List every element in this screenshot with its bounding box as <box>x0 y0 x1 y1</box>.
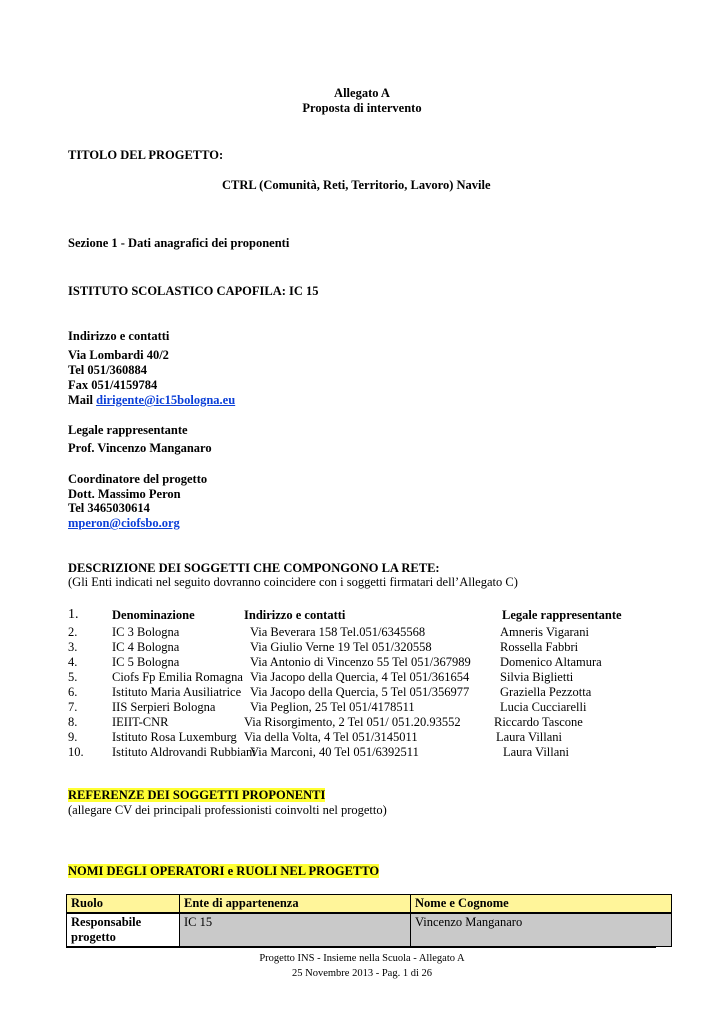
capofila-heading: ISTITUTO SCOLASTICO CAPOFILA: IC 15 <box>68 284 319 298</box>
row-address: Via Antonio di Vincenzo 55 Tel 051/367989 <box>250 655 471 669</box>
row-num: 3. <box>68 640 78 654</box>
row-legal: Domenico Altamura <box>500 655 602 669</box>
operators-heading-text: NOMI DEGLI OPERATORI e RUOLI NEL PROGETTO <box>68 864 380 878</box>
cell-entity: IC 15 <box>180 913 411 947</box>
row-num: 8. <box>68 715 78 729</box>
col-role-header: Ruolo <box>67 895 180 914</box>
operators-heading <box>68 864 379 879</box>
row-address: Via Jacopo della Quercia, 4 Tel 051/361654 <box>250 670 470 684</box>
row-address: Via Beverara 158 Tel.051/6345568 <box>250 625 426 639</box>
row-num: 9. <box>68 730 78 744</box>
coordinator-mail-row <box>68 516 180 531</box>
footer-divider <box>66 947 656 948</box>
row-num: 6. <box>68 685 78 699</box>
row-name: Istituto Aldrovandi Rubbiani <box>112 745 256 759</box>
row-legal: Lucia Cucciarelli <box>500 700 587 714</box>
references-note: (allegare CV dei principali professionisti coinvolti nel progetto) <box>68 803 387 817</box>
row-name: Istituto Rosa Luxemburg <box>112 730 237 744</box>
coordinator-name: Dott. Massimo Peron <box>68 487 181 501</box>
coordinator-heading: Coordinatore del progetto <box>68 472 208 486</box>
row-address: Via Marconi, 40 Tel 051/6392511 <box>250 745 419 759</box>
network-heading: DESCRIZIONE DEI SOGGETTI CHE COMPONGONO LA RETE: <box>68 561 440 575</box>
contacts-heading: Indirizzo e contatti <box>68 329 170 343</box>
section-heading: Sezione 1 - Dati anagrafici dei proponenti <box>68 236 290 250</box>
row-name: Ciofs Fp Emilia Romagna <box>112 670 243 684</box>
coordinator-mail-link[interactable]: mperon@ciofsbo.org <box>68 516 180 530</box>
coordinator-tel: Tel 3465030614 <box>68 501 150 515</box>
footer-line-1: Progetto INS - Insieme nella Scuola - Allegato A <box>259 953 465 964</box>
network-header-num: 1. <box>68 607 79 622</box>
contacts-tel: Tel 051/360884 <box>68 363 148 377</box>
row-num: 5. <box>68 670 78 684</box>
network-header-address: Indirizzo e contatti <box>244 608 346 622</box>
row-name: Istituto Maria Ausiliatrice <box>112 685 242 699</box>
footer-line-2: 25 Novembre 2013 - Pag. 1 di 26 <box>292 968 432 979</box>
row-address: Via Jacopo della Quercia, 5 Tel 051/356977 <box>250 685 470 699</box>
row-name: IIS Serpieri Bologna <box>112 700 216 714</box>
row-address: Via Risorgimento, 2 Tel 051/ 051.20.93552 <box>244 715 461 729</box>
row-address: Via Giulio Verne 19 Tel 051/320558 <box>250 640 432 654</box>
row-legal: Riccardo Tascone <box>494 715 583 729</box>
contacts-mail-row <box>68 393 235 408</box>
network-note: (Gli Enti indicati nel seguito dovranno coincidere con i soggetti firmatari dell’Allegato C) <box>68 575 518 589</box>
table-row <box>67 913 672 947</box>
row-legal: Silvia Biglietti <box>500 670 574 684</box>
contacts-mail-label: Mail <box>68 393 97 407</box>
row-address: Via della Volta, 4 Tel 051/3145011 <box>244 730 418 744</box>
allegato-subtitle: Proposta di intervento <box>302 101 422 115</box>
row-legal: Rossella Fabbri <box>500 640 579 654</box>
operators-table <box>66 894 672 947</box>
row-name: IEIIT-CNR <box>112 715 169 729</box>
allegato-title: Allegato A <box>334 86 390 100</box>
legal-heading: Legale rappresentante <box>68 423 188 437</box>
contacts-fax: Fax 051/4159784 <box>68 378 158 392</box>
row-name: IC 5 Bologna <box>112 655 180 669</box>
row-legal: Amneris Vigarani <box>500 625 589 639</box>
network-header-legal: Legale rappresentante <box>502 608 622 622</box>
legal-name: Prof. Vincenzo Manganaro <box>68 441 212 455</box>
row-num: 7. <box>68 700 78 714</box>
row-legal: Laura Villani <box>503 745 570 759</box>
row-name: IC 4 Bologna <box>112 640 180 654</box>
operators-table-header <box>67 895 672 914</box>
row-address: Via Peglion, 25 Tel 051/4178511 <box>250 700 415 714</box>
contacts-address: Via Lombardi 40/2 <box>68 348 169 362</box>
col-name-header: Nome e Cognome <box>411 895 672 914</box>
row-num: 4. <box>68 655 78 669</box>
row-num: 2. <box>68 625 78 639</box>
row-num: 10. <box>68 745 84 759</box>
project-title: CTRL (Comunità, Reti, Territorio, Lavoro) Navile <box>222 178 491 192</box>
row-legal: Graziella Pezzotta <box>500 685 592 699</box>
row-legal: Laura Villani <box>496 730 563 744</box>
col-entity-header: Ente di appartenenza <box>180 895 411 914</box>
cell-role: Responsabile progetto <box>67 913 180 947</box>
references-heading-text: REFERENZE DEI SOGGETTI PROPONENTI <box>68 788 326 802</box>
network-header-name: Denominazione <box>112 608 195 622</box>
project-title-label: TITOLO DEL PROGETTO: <box>68 148 224 162</box>
cell-name: Vincenzo Manganaro <box>411 913 672 947</box>
references-heading <box>68 788 325 803</box>
row-name: IC 3 Bologna <box>112 625 180 639</box>
contacts-mail-link[interactable]: dirigente@ic15bologna.eu <box>96 393 236 407</box>
